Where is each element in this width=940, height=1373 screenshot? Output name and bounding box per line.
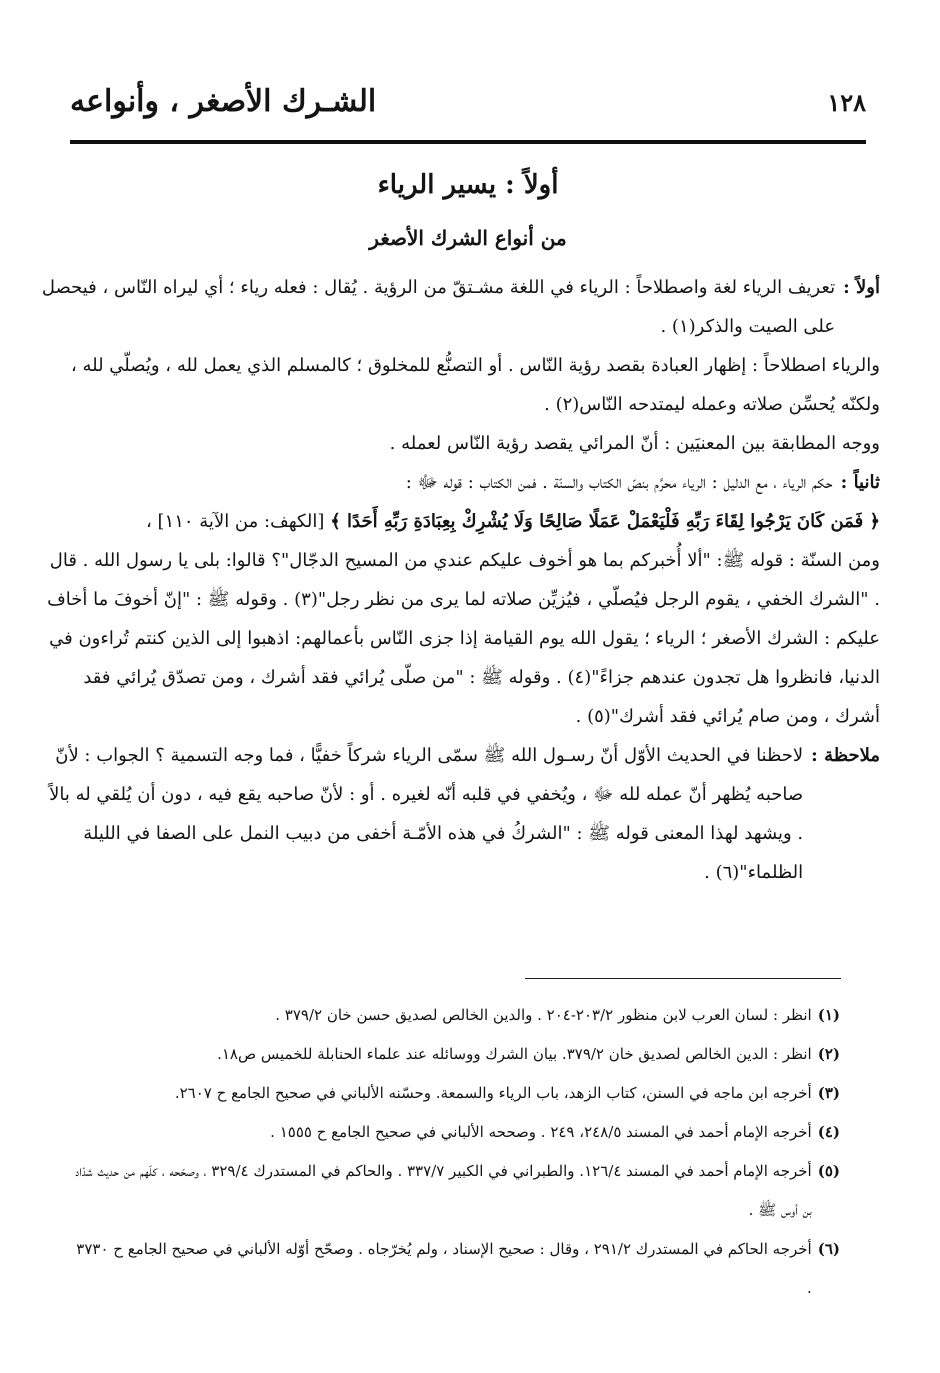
quran-reference: [الكهف: من الآية ١١٠] ، xyxy=(145,511,325,532)
footnote-text: أخرجه الإمام أحمد في المسند ١٢٦/٤. والطبراني في الكبير ٣٣٧/٧ . والحاكم في المستدرك ٣٢٩/٤ ، وصحّحه ، كلّهم من حديث شدّاد بن أوس ﷺ . xyxy=(75,1162,812,1219)
footnote-number: (٥) xyxy=(817,1162,840,1180)
footnote-number: (٢) xyxy=(817,1045,840,1063)
chapter-subtitle: من أنواع الشرك الأصغر xyxy=(369,226,567,250)
footnote-number: (٤) xyxy=(817,1123,840,1141)
footnote xyxy=(70,1113,840,1152)
footnote-number: (٦) xyxy=(817,1240,840,1258)
page-header xyxy=(70,84,866,132)
footnotes xyxy=(70,996,840,1308)
body-text xyxy=(40,268,880,892)
footnote xyxy=(70,1035,840,1074)
footnote-text: انظر : الدين الخالص لصديق خان ٣٧٩/٢. بيان الشرك ووسائله عند علماء الحنابلة للخميس ص١٨. xyxy=(217,1045,812,1063)
running-title: الشـرك الأصغر ، وأنواعه xyxy=(70,84,377,119)
footnote xyxy=(70,1074,840,1113)
section-first-text xyxy=(40,268,835,346)
section-first xyxy=(40,268,880,346)
footnote xyxy=(70,996,840,1035)
section-label: ثانياً : xyxy=(840,472,880,493)
footnote-text: أخرجه الحاكم في المستدرك ٢٩١/٢ ، وقال : صحيح الإسناد ، ولم يُخرّجاه . وصحّح أوّله الألباني في صحيح الجامع ح ٣٧٣٠ . xyxy=(76,1240,812,1297)
chapter-title: أولاً : يسير الرياء xyxy=(377,170,559,200)
footnote-text: انظر : لسان العرب لابن منظور ٢٠٣/٢-٢٠٤ . والدين الخالص لصديق حسن خان ٣٧٩/٢ . xyxy=(275,1006,812,1024)
section-second-text xyxy=(40,463,833,502)
paragraph: ومن السنّة : قوله ﷺ: "ألا أُخبركم بما هو أخوف عليكم عندي من المسيح الدجّال"؟ قالوا: بلى يا رسول الله . قال . "الشرك الخفي ، يقوم الرجل فيُصلّي ، فيُزيِّن صلاته لما يرى من نظر رجل"(٣) . وقوله ﷺ : "إنّ أخوفَ ما أخاف عليكم : الشرك الأصغر ؛ الرياء ؛ يقول الله يوم القيامة إذا جزى النّاس بأعمالهم: اذهبوا إلى الذين كنتم تُراءون في الدنيا، فانظروا هل تجدون عندهم جزاءً"(٤) . وقوله ﷺ : "من صلّى يُرائي فقد أشرك ، ومن تصدّق يُرائي فقد أشرك ، ومن صام يُرائي فقد أشرك"(٥) . xyxy=(47,550,880,727)
section-note xyxy=(40,736,880,892)
footnote-text: أخرجه ابن ماجه في السنن، كتاب الزهد، باب الرياء والسمعة. وحسّنه الألباني في صحيح الجامع ح ٢٦٠٧. xyxy=(174,1084,812,1102)
paragraph: والرياء اصطلاحاً : إظهار العبادة بقصد رؤية النّاس . أو التصنُّع للمخلوق ؛ كالمسلم الذي يعمل لله ، ويُصلّي لله ، ولكنّه يُحسِّن صلاته وعمله ليمتدحه النّاس(٢) . xyxy=(70,355,880,415)
section-second xyxy=(40,463,880,502)
footnote-number: (١) xyxy=(817,1006,840,1024)
section-note-text xyxy=(40,736,803,892)
footnote-number: (٣) xyxy=(817,1084,840,1102)
page-number: ١٢٨ xyxy=(827,88,866,117)
footnote-text: أخرجه الإمام أحمد في المسند ٢٤٨/٥، ٢٤٩ . وصححه الألباني في صحيح الجامع ح ١٥٥٥ . xyxy=(270,1123,812,1141)
quran-verse-line xyxy=(40,502,880,541)
footnote xyxy=(70,1230,840,1308)
paragraph: ووجه المطابقة بين المعنيَين : أنّ المرائي يقصد رؤية النّاس لعمله . xyxy=(389,433,880,454)
header-rule xyxy=(70,140,866,144)
paragraph: تعريف الرياء لغة واصطلاحاً : الرياء في اللغة مشـتقّ من الرؤية . يُقال : فعله رياء ؛ أي ليراه النّاس ، فيحصل على الصيت والذكر(١) . xyxy=(41,277,836,337)
paragraph: لاحظنا في الحديث الأوّل أنّ رسـول الله ﷺ سمّى الرياء شركاً خفيًّا ، فما وجه التسمية ؟ الجواب : لأنّ صاحبه يُظهر أنّ عمله لله ﷻ ، ويُخفي في قلبه أنّه لغيره . أو : لأنّ صاحبه يقع فيه ، دون أن يُلقي له بالاً . ويشهد لهذا المعنى قوله ﷺ : "الشركُ في هذه الأمّـة أخفى من دبيب النمل على الصفا في الليلة الظلماء"(٦) . xyxy=(49,745,804,883)
section-label: ملاحظة : xyxy=(811,745,880,766)
footnote-rule xyxy=(525,978,841,979)
section-label: أولاً : xyxy=(843,277,880,298)
quran-verse: ﴿ فَمَن كَانَ يَرْجُوا لِقَاءَ رَبِّهِ فَلْيَعْمَلْ عَمَلًا صَالِحًا وَلَا يُشْرِكْ بِعِبَادَةِ رَبِّهِ أَحَدًا ﴾ xyxy=(330,511,880,532)
paragraph: حكم الرياء ، مع الدليل : الرياء محرَّم بنصّ الكتاب والسنّة . فمن الكتاب : قوله ﷻ : xyxy=(405,472,833,493)
footnote xyxy=(70,1152,840,1230)
